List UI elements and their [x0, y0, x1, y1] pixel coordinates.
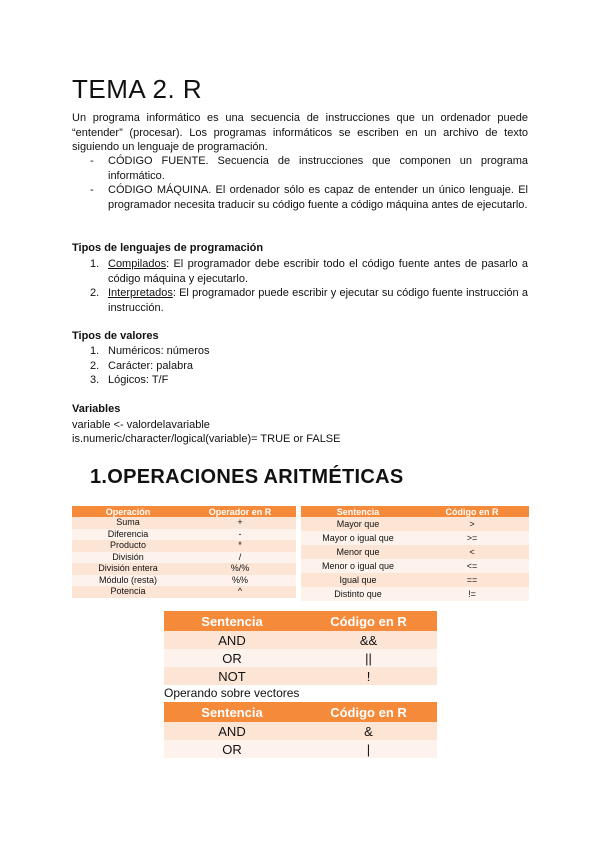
- column-header: Código en R: [300, 702, 437, 722]
- table-row: Mayor o igual que >=: [301, 531, 529, 545]
- table-header-row: [164, 702, 437, 722]
- table-row: Distinto que !=: [301, 587, 529, 601]
- table-row: Menor o igual que <=: [301, 559, 529, 573]
- table-row: OR ||: [164, 649, 437, 667]
- table-row: NOT !: [164, 667, 437, 685]
- operations-table: [72, 506, 296, 598]
- variables-line: is.numeric/character/logical(variable)= TRUE or FALSE: [72, 433, 341, 445]
- section-heading: Variables: [72, 403, 121, 415]
- comparison-table: [301, 506, 529, 601]
- table-row: División /: [72, 552, 296, 564]
- table-header-row: [301, 506, 529, 517]
- column-header: Sentencia: [164, 702, 300, 722]
- table-row: Menor que <: [301, 545, 529, 559]
- column-header: Operación: [72, 506, 184, 517]
- table-row: Igual que ==: [301, 573, 529, 587]
- logical-table: [164, 611, 437, 685]
- section-heading: Tipos de lenguajes de programación: [72, 242, 264, 254]
- section-title: 1.OPERACIONES ARITMÉTICAS: [90, 466, 404, 488]
- table-row: Producto *: [72, 540, 296, 552]
- vector-logical-table: [164, 702, 437, 758]
- table-row: OR |: [164, 740, 437, 758]
- table-header-row: [164, 611, 437, 631]
- table-row: Diferencia -: [72, 529, 296, 541]
- column-header: Operador en R: [184, 506, 296, 517]
- column-header: Código en R: [300, 611, 437, 631]
- column-header: Sentencia: [164, 611, 300, 631]
- table-row: División entera %/%: [72, 563, 296, 575]
- table-row: Suma +: [72, 517, 296, 529]
- table-row: Módulo (resta) %%: [72, 575, 296, 587]
- variables-line: variable <- valordelavariable: [72, 419, 210, 431]
- intro-paragraph: Un programa informático es una secuencia de instrucciones que un ordenador puede “entender” (procesar). Los programas informáticos se escriben en un archivo de texto siguiendo un lenguaje de programación.: [72, 112, 528, 153]
- table-row: Potencia ^: [72, 586, 296, 598]
- table-row: AND &: [164, 722, 437, 740]
- table-row: AND &&: [164, 631, 437, 649]
- column-header: Sentencia: [301, 506, 415, 517]
- table-caption: Operando sobre vectores: [164, 686, 300, 700]
- table-header-row: [72, 506, 296, 517]
- section-heading: Tipos de valores: [72, 330, 159, 342]
- page-title: TEMA 2. R: [72, 74, 203, 104]
- table-row: Mayor que >: [301, 517, 529, 531]
- column-header: Código en R: [415, 506, 529, 517]
